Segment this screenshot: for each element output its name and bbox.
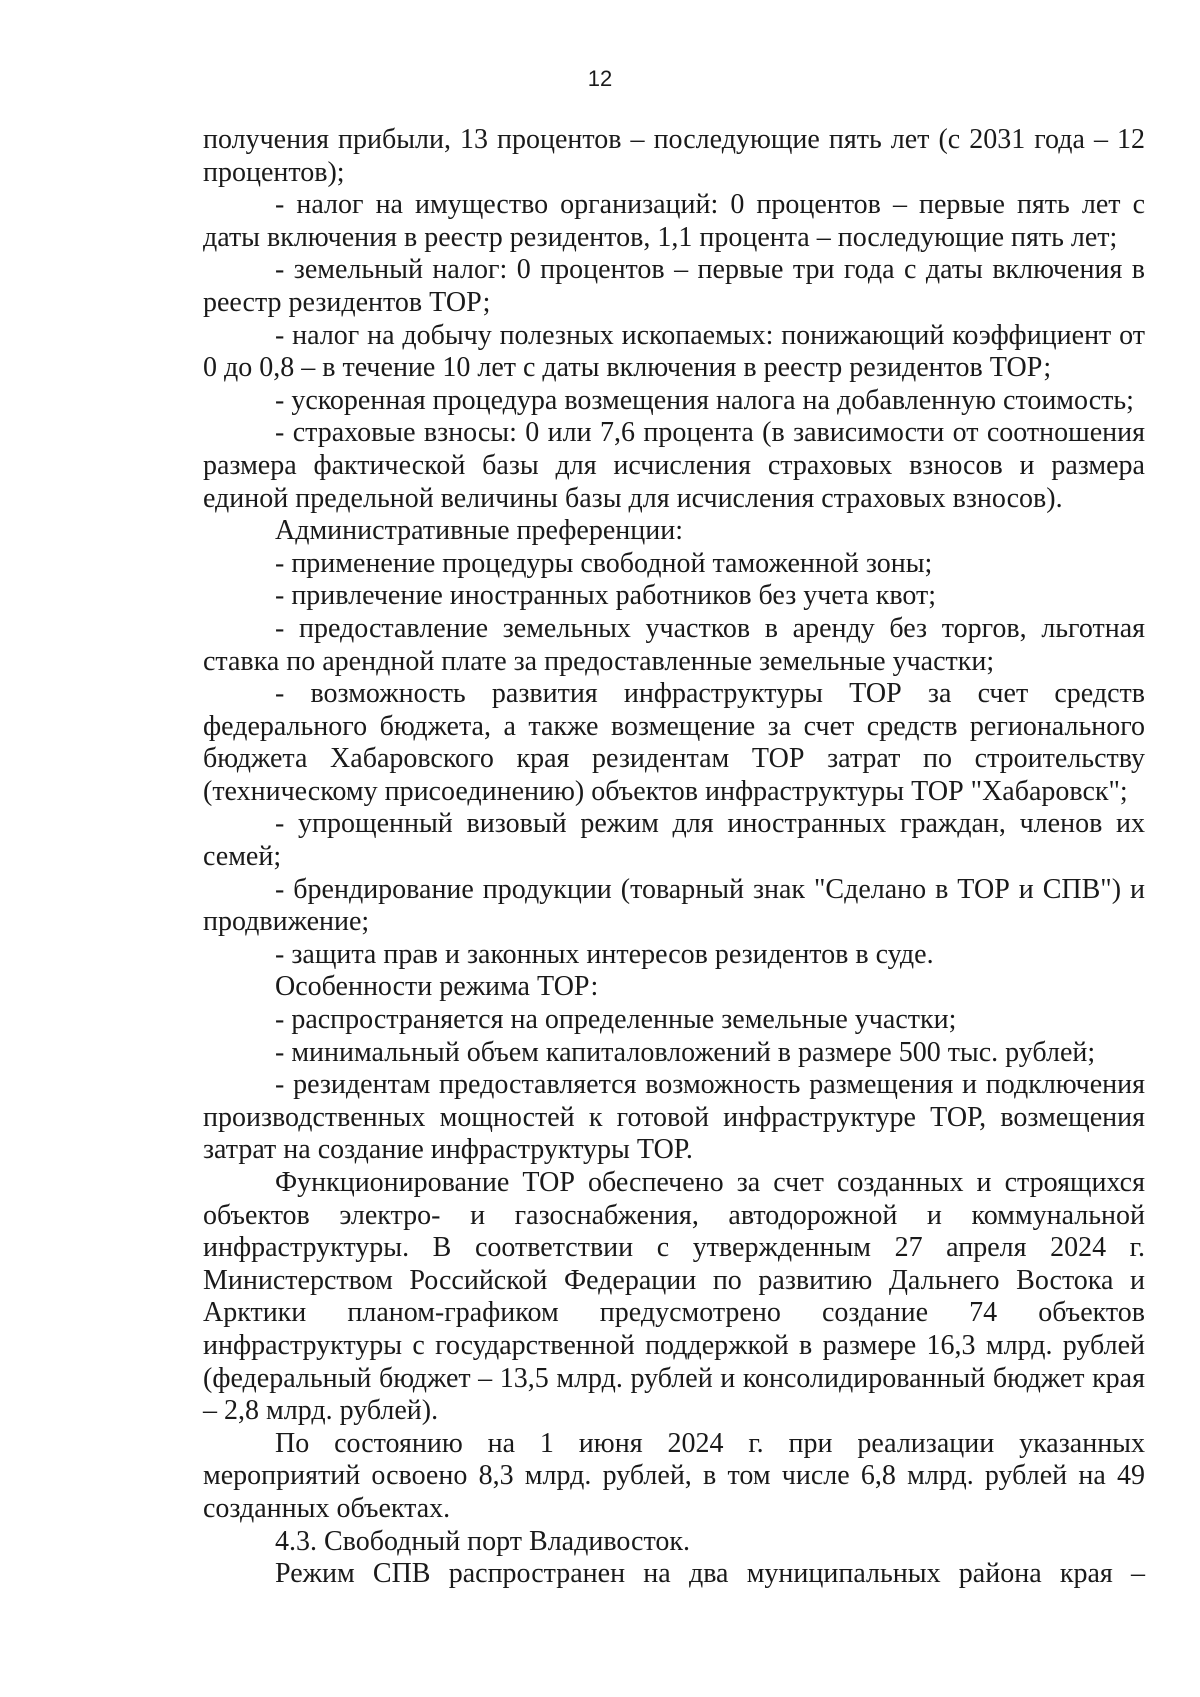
paragraph: - земельный налог: 0 процентов – первые три года с даты включения в реестр резидентов ТОР; [203,254,1145,318]
paragraph: - резидентам предоставляется возможность размещения и подключения производственных мощностей к готовой инфраструктуре ТОР, возмещения затрат на создание инфраструктуры ТОР. [203,1069,1145,1166]
paragraph: - защита прав и законных интересов резидентов в суде. [275,938,934,970]
paragraph: - брендирование продукции (товарный знак "Сделано в ТОР и СПВ") и продвижение; [203,873,1145,938]
section-heading: Административные преференции: [275,515,683,547]
paragraph: По состоянию на 1 июня 2024 г. при реализации указанных мероприятий освоено 8,3 млрд. рублей, в том числе 6,8 млрд. рублей на 49 созданных объектах. [203,1427,1145,1524]
paragraph: - предоставление земельных участков в аренду без торгов, льготная ставка по арендной плате за предоставленные земельные участки; [203,612,1145,677]
paragraph: - страховые взносы: 0 или 7,6 процента (в зависимости от соотношения размера фактической базы для исчисления страховых взносов и размера единой предельной величины базы для исчисления страховых взносов). [203,417,1145,514]
paragraph: - упрощенный визовый режим для иностранных граждан, членов их семей; [203,808,1145,873]
paragraph: - распространяется на определенные земельные участки; [275,1004,957,1036]
paragraph: Функционирование ТОР обеспечено за счет созданных и строящихся объектов электро- и газоснабжения, автодорожной и коммунальной инфраструктуры. В соответствии с утвержденным 27 апреля 2024 г. Министерством Российской Федерации по развитию Дальнего Востока и Арктики планом-графиком предусмотрено создание 74 объектов инфраструктуры с государственной поддержкой в размере 16,3 млрд. рублей (федеральный бюджет – 13,5 млрд. рублей и консолидированный бюджет края – 2,8 млрд. рублей). [203,1167,1145,1427]
paragraph: - налог на имущество организаций: 0 процентов – первые пять лет с даты включения в реестр резидентов, 1,1 процента – последующие пять лет; [203,189,1145,253]
paragraph: - возможность развития инфраструктуры ТОР за счет средств федерального бюджета, а также возмещение за счет средств регионального бюджета Хабаровского края резидентам ТОР затрат по строительству (техническому присоединению) объектов инфраструктуры ТОР "Хабаровск"; [203,678,1145,807]
section-heading: 4.3. Свободный порт Владивосток. [275,1525,690,1557]
document-body [203,124,1145,1591]
paragraph: - ускоренная процедура возмещения налога на добавленную стоимость; [275,384,1134,416]
paragraph: - минимальный объем капиталовложений в размере 500 тыс. рублей; [275,1036,1096,1068]
section-heading: Особенности режима ТОР: [275,971,599,1003]
paragraph: - применение процедуры свободной таможенной зоны; [275,547,933,579]
paragraph: - налог на добычу полезных ископаемых: понижающий коэффициент от 0 до 0,8 – в течение 10 лет с даты включения в реестр резидентов ТОР; [203,319,1145,384]
paragraph: - привлечение иностранных работников без учета квот; [275,580,937,612]
paragraph: Режим СПВ распространен на два муниципальных района края – [275,1558,1145,1590]
page-number: 12 [587,66,613,91]
paragraph: получения прибыли, 13 процентов – последующие пять лет (с 2031 года – 12 процентов); [203,124,1145,188]
